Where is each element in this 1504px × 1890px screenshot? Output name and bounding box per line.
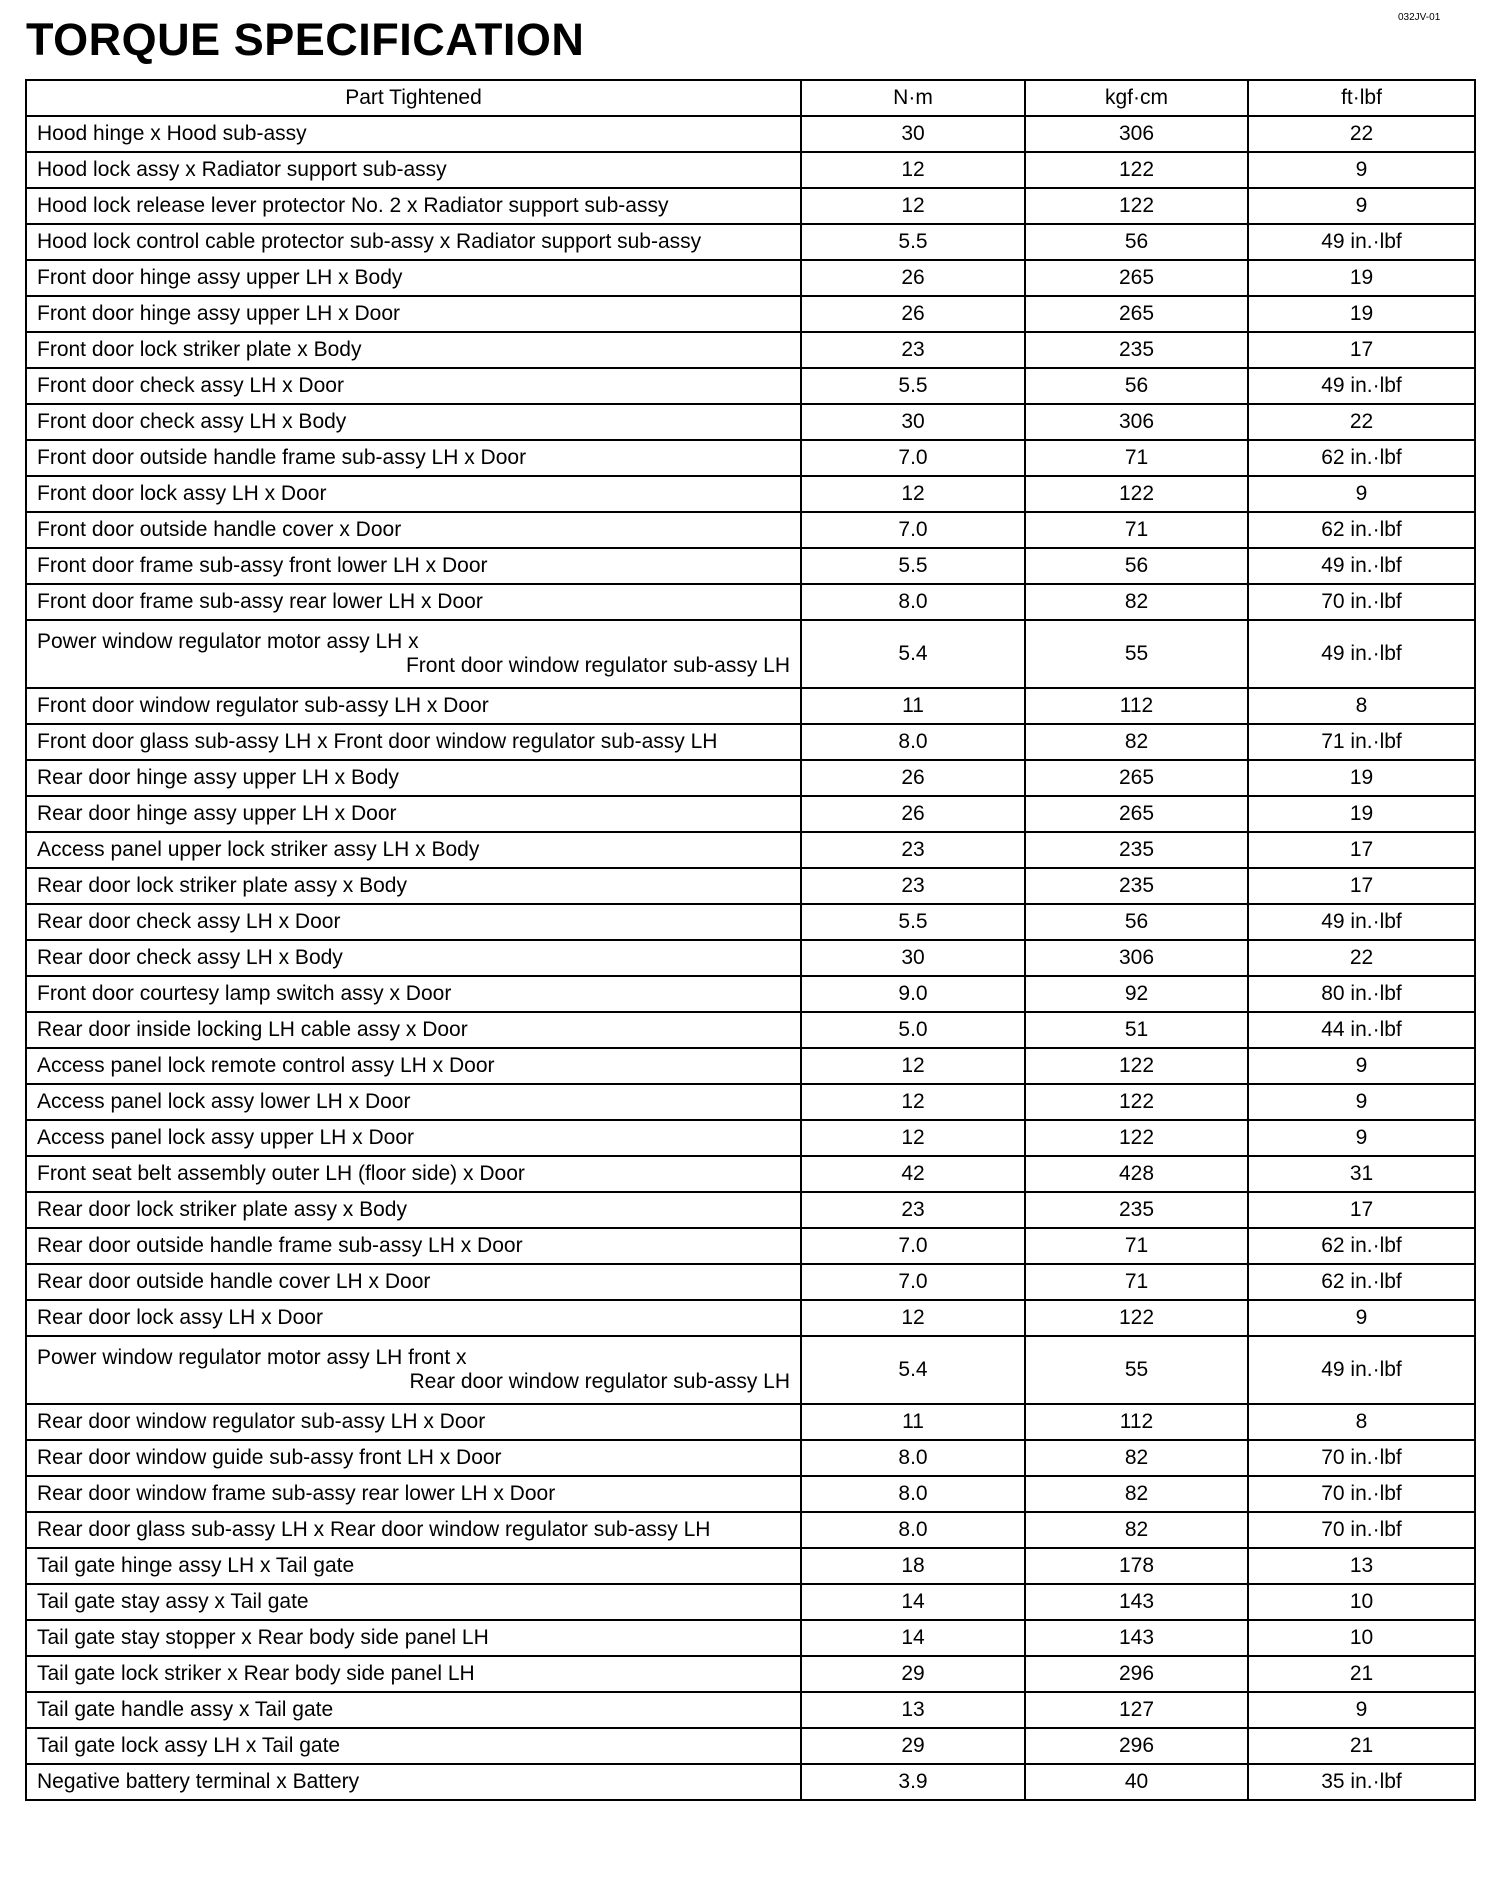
part-tightened-cell: Front door hinge assy upper LH x Body	[26, 260, 801, 296]
nm-cell: 26	[801, 260, 1025, 296]
part-tightened-cell: Rear door window regulator sub-assy LH x Door	[26, 1404, 801, 1440]
table-row	[26, 1692, 1475, 1728]
ftlbf-cell: 13	[1248, 1548, 1475, 1584]
ftlbf-cell: 9	[1248, 1120, 1475, 1156]
kgfcm-cell: 82	[1025, 724, 1248, 760]
table-row	[26, 868, 1475, 904]
ftlbf-cell: 44 in.·lbf	[1248, 1012, 1475, 1048]
part-tightened-cell: Rear door lock striker plate assy x Body	[26, 1192, 801, 1228]
kgfcm-cell: 143	[1025, 1584, 1248, 1620]
nm-cell: 12	[801, 1120, 1025, 1156]
nm-cell: 8.0	[801, 724, 1025, 760]
table-row	[26, 260, 1475, 296]
nm-cell: 5.5	[801, 224, 1025, 260]
kgfcm-cell: 122	[1025, 1300, 1248, 1336]
kgfcm-cell: 82	[1025, 1440, 1248, 1476]
kgfcm-cell: 71	[1025, 1228, 1248, 1264]
nm-cell: 30	[801, 940, 1025, 976]
table-row	[26, 224, 1475, 260]
table-row	[26, 760, 1475, 796]
kgfcm-cell: 51	[1025, 1012, 1248, 1048]
table-row	[26, 1264, 1475, 1300]
kgfcm-cell: 40	[1025, 1764, 1248, 1800]
ftlbf-cell: 17	[1248, 1192, 1475, 1228]
table-row	[26, 1048, 1475, 1084]
part-tightened-cell: Rear door check assy LH x Body	[26, 940, 801, 976]
ftlbf-cell: 10	[1248, 1620, 1475, 1656]
kgfcm-cell: 71	[1025, 512, 1248, 548]
part-tightened-cell: Rear door check assy LH x Door	[26, 904, 801, 940]
ftlbf-cell: 49 in.·lbf	[1248, 224, 1475, 260]
part-line-2: Rear door window regulator sub-assy LH	[409, 1370, 790, 1393]
part-tightened-cell: Front door frame sub-assy front lower LH x Door	[26, 548, 801, 584]
kgfcm-cell: 122	[1025, 152, 1248, 188]
ftlbf-cell: 80 in.·lbf	[1248, 976, 1475, 1012]
kgfcm-cell: 306	[1025, 404, 1248, 440]
part-line-2: Front door window regulator sub-assy LH	[405, 654, 790, 677]
part-tightened-cell: Tail gate lock assy LH x Tail gate	[26, 1728, 801, 1764]
ftlbf-cell: 31	[1248, 1156, 1475, 1192]
part-tightened-cell: Hood hinge x Hood sub-assy	[26, 116, 801, 152]
torque-table	[25, 79, 1476, 1801]
kgfcm-cell: 55	[1025, 620, 1248, 688]
nm-cell: 5.4	[801, 620, 1025, 688]
part-tightened-cell: Hood lock assy x Radiator support sub-assy	[26, 152, 801, 188]
nm-cell: 5.5	[801, 904, 1025, 940]
nm-cell: 9.0	[801, 976, 1025, 1012]
ftlbf-cell: 9	[1248, 476, 1475, 512]
part-tightened-cell: Front door outside handle cover x Door	[26, 512, 801, 548]
table-row	[26, 476, 1475, 512]
nm-cell: 12	[801, 476, 1025, 512]
table-row	[26, 620, 1475, 688]
nm-cell: 11	[801, 688, 1025, 724]
ftlbf-cell: 49 in.·lbf	[1248, 904, 1475, 940]
table-row	[26, 1084, 1475, 1120]
column-header-part: Part Tightened	[26, 80, 801, 116]
nm-cell: 26	[801, 296, 1025, 332]
document-id: 032JV-01	[1398, 12, 1441, 23]
table-row	[26, 796, 1475, 832]
kgfcm-cell: 82	[1025, 1476, 1248, 1512]
part-tightened-cell	[26, 1336, 801, 1404]
nm-cell: 7.0	[801, 1264, 1025, 1300]
part-line-1: Power window regulator motor assy LH front x	[37, 1346, 467, 1369]
kgfcm-cell: 122	[1025, 1120, 1248, 1156]
table-row	[26, 296, 1475, 332]
part-tightened-cell: Front seat belt assembly outer LH (floor side) x Door	[26, 1156, 801, 1192]
nm-cell: 5.5	[801, 368, 1025, 404]
kgfcm-cell: 265	[1025, 760, 1248, 796]
ftlbf-cell: 19	[1248, 296, 1475, 332]
ftlbf-cell: 49 in.·lbf	[1248, 620, 1475, 688]
part-line-1: Power window regulator motor assy LH x	[37, 630, 419, 653]
table-row	[26, 1728, 1475, 1764]
ftlbf-cell: 17	[1248, 832, 1475, 868]
part-tightened-cell: Access panel upper lock striker assy LH x Body	[26, 832, 801, 868]
part-tightened-cell: Tail gate stay assy x Tail gate	[26, 1584, 801, 1620]
ftlbf-cell: 9	[1248, 1048, 1475, 1084]
kgfcm-cell: 265	[1025, 296, 1248, 332]
nm-cell: 14	[801, 1584, 1025, 1620]
kgfcm-cell: 235	[1025, 868, 1248, 904]
nm-cell: 12	[801, 1048, 1025, 1084]
part-tightened-cell: Front door glass sub-assy LH x Front door window regulator sub-assy LH	[26, 724, 801, 760]
column-header-ftlbf: ft·lbf	[1248, 80, 1475, 116]
part-tightened-cell: Access panel lock remote control assy LH x Door	[26, 1048, 801, 1084]
ftlbf-cell: 10	[1248, 1584, 1475, 1620]
table-row	[26, 1192, 1475, 1228]
table-row	[26, 1336, 1475, 1404]
ftlbf-cell: 49 in.·lbf	[1248, 1336, 1475, 1404]
kgfcm-cell: 265	[1025, 796, 1248, 832]
kgfcm-cell: 55	[1025, 1336, 1248, 1404]
nm-cell: 29	[801, 1728, 1025, 1764]
nm-cell: 13	[801, 1692, 1025, 1728]
nm-cell: 26	[801, 796, 1025, 832]
table-row	[26, 116, 1475, 152]
part-tightened-cell: Tail gate lock striker x Rear body side panel LH	[26, 1656, 801, 1692]
part-tightened-cell: Rear door inside locking LH cable assy x Door	[26, 1012, 801, 1048]
ftlbf-cell: 71 in.·lbf	[1248, 724, 1475, 760]
ftlbf-cell: 22	[1248, 940, 1475, 976]
part-tightened-cell: Front door courtesy lamp switch assy x Door	[26, 976, 801, 1012]
nm-cell: 23	[801, 832, 1025, 868]
table-row	[26, 976, 1475, 1012]
table-row	[26, 548, 1475, 584]
kgfcm-cell: 296	[1025, 1656, 1248, 1692]
table-row	[26, 1656, 1475, 1692]
table-row	[26, 940, 1475, 976]
table-row	[26, 1548, 1475, 1584]
table-row	[26, 1120, 1475, 1156]
table-row	[26, 1476, 1475, 1512]
table-row	[26, 1404, 1475, 1440]
kgfcm-cell: 112	[1025, 688, 1248, 724]
table-row	[26, 332, 1475, 368]
table-row	[26, 1440, 1475, 1476]
ftlbf-cell: 17	[1248, 332, 1475, 368]
table-row	[26, 188, 1475, 224]
ftlbf-cell: 9	[1248, 188, 1475, 224]
nm-cell: 3.9	[801, 1764, 1025, 1800]
ftlbf-cell: 62 in.·lbf	[1248, 440, 1475, 476]
table-body	[26, 116, 1475, 1800]
ftlbf-cell: 70 in.·lbf	[1248, 1440, 1475, 1476]
ftlbf-cell: 70 in.·lbf	[1248, 1476, 1475, 1512]
table-row	[26, 1156, 1475, 1192]
table-row	[26, 584, 1475, 620]
nm-cell: 18	[801, 1548, 1025, 1584]
part-tightened-cell: Rear door hinge assy upper LH x Body	[26, 760, 801, 796]
kgfcm-cell: 122	[1025, 1048, 1248, 1084]
ftlbf-cell: 62 in.·lbf	[1248, 512, 1475, 548]
kgfcm-cell: 235	[1025, 832, 1248, 868]
part-tightened-cell: Rear door window frame sub-assy rear lower LH x Door	[26, 1476, 801, 1512]
table-row	[26, 404, 1475, 440]
nm-cell: 8.0	[801, 1512, 1025, 1548]
kgfcm-cell: 71	[1025, 1264, 1248, 1300]
nm-cell: 8.0	[801, 1440, 1025, 1476]
nm-cell: 12	[801, 1300, 1025, 1336]
nm-cell: 42	[801, 1156, 1025, 1192]
kgfcm-cell: 235	[1025, 332, 1248, 368]
ftlbf-cell: 21	[1248, 1728, 1475, 1764]
ftlbf-cell: 49 in.·lbf	[1248, 368, 1475, 404]
nm-cell: 5.0	[801, 1012, 1025, 1048]
ftlbf-cell: 22	[1248, 404, 1475, 440]
kgfcm-cell: 178	[1025, 1548, 1248, 1584]
header-row	[26, 80, 1475, 116]
table-row	[26, 512, 1475, 548]
table-header	[26, 80, 1475, 116]
nm-cell: 30	[801, 404, 1025, 440]
ftlbf-cell: 49 in.·lbf	[1248, 548, 1475, 584]
table-row	[26, 832, 1475, 868]
table-row	[26, 1300, 1475, 1336]
kgfcm-cell: 306	[1025, 116, 1248, 152]
table-row	[26, 1620, 1475, 1656]
nm-cell: 7.0	[801, 440, 1025, 476]
part-tightened-cell	[26, 620, 801, 688]
kgfcm-cell: 82	[1025, 1512, 1248, 1548]
part-tightened-cell: Rear door lock assy LH x Door	[26, 1300, 801, 1336]
part-tightened-cell: Rear door window guide sub-assy front LH x Door	[26, 1440, 801, 1476]
ftlbf-cell: 9	[1248, 1692, 1475, 1728]
nm-cell: 8.0	[801, 1476, 1025, 1512]
table-row	[26, 152, 1475, 188]
table-row	[26, 1012, 1475, 1048]
nm-cell: 7.0	[801, 1228, 1025, 1264]
nm-cell: 23	[801, 332, 1025, 368]
column-header-nm: N·m	[801, 80, 1025, 116]
kgfcm-cell: 56	[1025, 904, 1248, 940]
kgfcm-cell: 122	[1025, 188, 1248, 224]
ftlbf-cell: 9	[1248, 1084, 1475, 1120]
part-tightened-cell: Front door check assy LH x Body	[26, 404, 801, 440]
part-tightened-cell: Rear door outside handle frame sub-assy LH x Door	[26, 1228, 801, 1264]
nm-cell: 23	[801, 1192, 1025, 1228]
ftlbf-cell: 8	[1248, 688, 1475, 724]
ftlbf-cell: 19	[1248, 760, 1475, 796]
kgfcm-cell: 71	[1025, 440, 1248, 476]
part-tightened-cell: Front door window regulator sub-assy LH x Door	[26, 688, 801, 724]
column-header-kgfcm: kgf·cm	[1025, 80, 1248, 116]
part-tightened-cell: Rear door outside handle cover LH x Door	[26, 1264, 801, 1300]
part-tightened-cell: Rear door glass sub-assy LH x Rear door window regulator sub-assy LH	[26, 1512, 801, 1548]
ftlbf-cell: 9	[1248, 1300, 1475, 1336]
part-tightened-cell: Hood lock release lever protector No. 2 x Radiator support sub-assy	[26, 188, 801, 224]
nm-cell: 12	[801, 1084, 1025, 1120]
table-row	[26, 1764, 1475, 1800]
nm-cell: 8.0	[801, 584, 1025, 620]
part-tightened-cell: Front door lock striker plate x Body	[26, 332, 801, 368]
part-tightened-cell: Front door outside handle frame sub-assy LH x Door	[26, 440, 801, 476]
kgfcm-cell: 122	[1025, 1084, 1248, 1120]
part-tightened-cell: Front door hinge assy upper LH x Door	[26, 296, 801, 332]
kgfcm-cell: 127	[1025, 1692, 1248, 1728]
table-row	[26, 368, 1475, 404]
table-row	[26, 440, 1475, 476]
nm-cell: 5.5	[801, 548, 1025, 584]
ftlbf-cell: 19	[1248, 796, 1475, 832]
kgfcm-cell: 56	[1025, 368, 1248, 404]
kgfcm-cell: 143	[1025, 1620, 1248, 1656]
kgfcm-cell: 92	[1025, 976, 1248, 1012]
kgfcm-cell: 296	[1025, 1728, 1248, 1764]
ftlbf-cell: 62 in.·lbf	[1248, 1228, 1475, 1264]
nm-cell: 30	[801, 116, 1025, 152]
nm-cell: 29	[801, 1656, 1025, 1692]
kgfcm-cell: 265	[1025, 260, 1248, 296]
part-tightened-cell: Access panel lock assy lower LH x Door	[26, 1084, 801, 1120]
table-row	[26, 724, 1475, 760]
table-row	[26, 1512, 1475, 1548]
table-row	[26, 1584, 1475, 1620]
ftlbf-cell: 8	[1248, 1404, 1475, 1440]
kgfcm-cell: 122	[1025, 476, 1248, 512]
part-tightened-cell: Negative battery terminal x Battery	[26, 1764, 801, 1800]
part-tightened-cell: Tail gate stay stopper x Rear body side panel LH	[26, 1620, 801, 1656]
part-tightened-cell: Front door frame sub-assy rear lower LH x Door	[26, 584, 801, 620]
kgfcm-cell: 82	[1025, 584, 1248, 620]
part-tightened-cell: Tail gate hinge assy LH x Tail gate	[26, 1548, 801, 1584]
part-tightened-cell: Hood lock control cable protector sub-assy x Radiator support sub-assy	[26, 224, 801, 260]
part-tightened-cell: Front door lock assy LH x Door	[26, 476, 801, 512]
table-row	[26, 688, 1475, 724]
nm-cell: 12	[801, 188, 1025, 224]
ftlbf-cell: 62 in.·lbf	[1248, 1264, 1475, 1300]
nm-cell: 12	[801, 152, 1025, 188]
kgfcm-cell: 112	[1025, 1404, 1248, 1440]
nm-cell: 5.4	[801, 1336, 1025, 1404]
ftlbf-cell: 35 in.·lbf	[1248, 1764, 1475, 1800]
ftlbf-cell: 22	[1248, 116, 1475, 152]
kgfcm-cell: 235	[1025, 1192, 1248, 1228]
kgfcm-cell: 56	[1025, 224, 1248, 260]
page-title: TORQUE SPECIFICATION	[26, 14, 585, 65]
part-tightened-cell: Rear door lock striker plate assy x Body	[26, 868, 801, 904]
ftlbf-cell: 17	[1248, 868, 1475, 904]
part-tightened-cell: Access panel lock assy upper LH x Door	[26, 1120, 801, 1156]
ftlbf-cell: 9	[1248, 152, 1475, 188]
ftlbf-cell: 21	[1248, 1656, 1475, 1692]
table-row	[26, 904, 1475, 940]
ftlbf-cell: 70 in.·lbf	[1248, 1512, 1475, 1548]
nm-cell: 23	[801, 868, 1025, 904]
part-tightened-cell: Rear door hinge assy upper LH x Door	[26, 796, 801, 832]
part-tightened-cell: Front door check assy LH x Door	[26, 368, 801, 404]
nm-cell: 11	[801, 1404, 1025, 1440]
part-tightened-cell: Tail gate handle assy x Tail gate	[26, 1692, 801, 1728]
nm-cell: 7.0	[801, 512, 1025, 548]
kgfcm-cell: 56	[1025, 548, 1248, 584]
ftlbf-cell: 70 in.·lbf	[1248, 584, 1475, 620]
kgfcm-cell: 306	[1025, 940, 1248, 976]
nm-cell: 26	[801, 760, 1025, 796]
nm-cell: 14	[801, 1620, 1025, 1656]
ftlbf-cell: 19	[1248, 260, 1475, 296]
table-row	[26, 1228, 1475, 1264]
kgfcm-cell: 428	[1025, 1156, 1248, 1192]
